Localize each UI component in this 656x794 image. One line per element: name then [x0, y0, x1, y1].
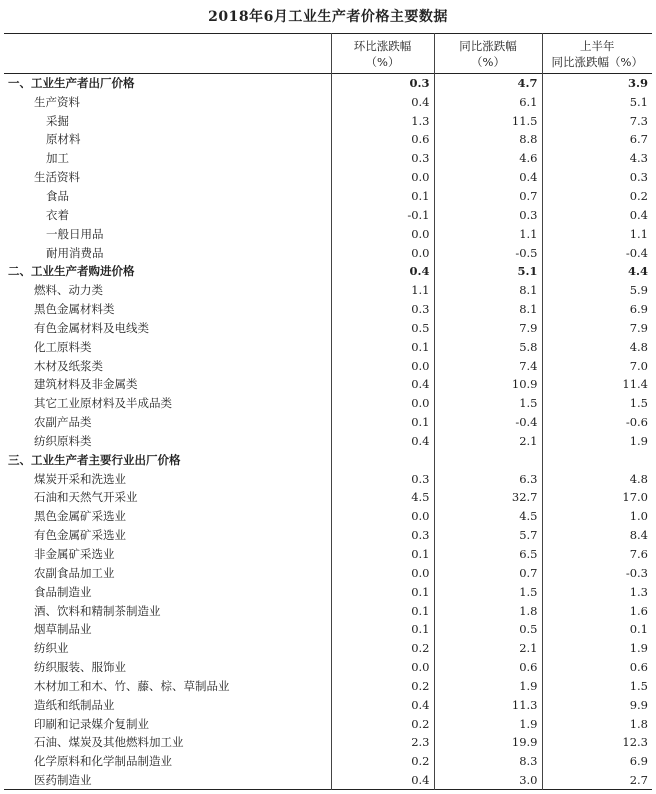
table-row: [4, 450, 652, 469]
header-h1-line1: 上半年: [580, 38, 615, 53]
table-row: [4, 733, 652, 752]
row-h1-value: 8.4: [542, 526, 652, 545]
table-row: [4, 752, 652, 771]
table-row: [4, 300, 652, 319]
row-h1-value: 0.2: [542, 187, 652, 206]
row-mom-value: 0.0: [331, 658, 434, 677]
table-row: [4, 771, 652, 790]
row-h1-value: 1.9: [542, 432, 652, 451]
table-row: [4, 714, 652, 733]
row-label: 生产资料: [34, 94, 80, 109]
row-mom-value: 0.0: [331, 224, 434, 243]
row-mom-value: 2.3: [331, 733, 434, 752]
header-yoy: [434, 34, 542, 74]
row-mom-value: 0.4: [331, 771, 434, 790]
row-h1-value: 4.3: [542, 149, 652, 168]
row-yoy-value: 5.7: [434, 526, 542, 545]
row-yoy-value: 32.7: [434, 488, 542, 507]
page-title: 2018年6月工业生产者价格主要数据: [208, 9, 448, 25]
row-label: 采掘: [46, 113, 69, 128]
table-row: [4, 394, 652, 413]
row-mom-value: 0.0: [331, 394, 434, 413]
table-row: [4, 488, 652, 507]
row-label: 加工: [46, 151, 69, 166]
row-yoy-value: 2.1: [434, 432, 542, 451]
table-row: [4, 168, 652, 187]
row-label: 燃料、动力类: [34, 283, 103, 298]
row-label: 耐用消费品: [46, 245, 104, 260]
row-yoy-value: 3.0: [434, 771, 542, 790]
row-mom-value: 0.0: [331, 563, 434, 582]
row-h1-value: 1.3: [542, 582, 652, 601]
table-row: [4, 639, 652, 658]
row-yoy-value: 0.5: [434, 620, 542, 639]
table-row: [4, 92, 652, 111]
row-mom-value: -0.1: [331, 205, 434, 224]
table-row: [4, 601, 652, 620]
row-mom-value: 1.1: [331, 281, 434, 300]
row-h1-value: -0.6: [542, 413, 652, 432]
row-mom-value: 0.4: [331, 375, 434, 394]
row-mom-value: 0.1: [331, 582, 434, 601]
table-row: [4, 507, 652, 526]
row-yoy-value: 0.7: [434, 187, 542, 206]
row-label: 印刷和记录媒介复制业: [34, 716, 149, 731]
row-label: 一、工业生产者出厂价格: [8, 76, 135, 91]
row-h1-value: 1.1: [542, 224, 652, 243]
row-yoy-value: 11.5: [434, 111, 542, 130]
row-mom-value: 0.5: [331, 318, 434, 337]
row-mom-value: 0.0: [331, 507, 434, 526]
table-row: [4, 187, 652, 206]
row-h1-value: 17.0: [542, 488, 652, 507]
row-yoy-value: 8.8: [434, 130, 542, 149]
row-yoy-value: 7.9: [434, 318, 542, 337]
row-label: 黑色金属材料类: [34, 302, 115, 317]
row-yoy-value: 0.4: [434, 168, 542, 187]
row-h1-value: 4.8: [542, 337, 652, 356]
table-row: [4, 526, 652, 545]
row-mom-value: 0.3: [331, 74, 434, 93]
row-h1-value: 6.9: [542, 752, 652, 771]
row-mom-value: 0.1: [331, 545, 434, 564]
row-mom-value: 0.3: [331, 149, 434, 168]
table-row: [4, 149, 652, 168]
row-label: 石油和天然气开采业: [34, 490, 138, 505]
row-yoy-value: 0.7: [434, 563, 542, 582]
row-mom-value: 1.3: [331, 111, 434, 130]
row-mom-value: 0.6: [331, 130, 434, 149]
row-label: 烟草制品业: [34, 622, 92, 637]
row-mom-value: 0.2: [331, 752, 434, 771]
row-label: 木材加工和木、竹、藤、棕、草制品业: [34, 678, 230, 693]
header-h1-line2: 同比涨跌幅（%）: [551, 54, 643, 69]
header-yoy-line2: （%）: [471, 54, 505, 69]
row-yoy-value: 4.6: [434, 149, 542, 168]
row-mom-value: 0.3: [331, 300, 434, 319]
table-row: [4, 111, 652, 130]
table-row: [4, 582, 652, 601]
row-mom-value: 0.2: [331, 639, 434, 658]
header-mom-line1: 环比涨跌幅: [353, 38, 412, 53]
row-h1-value: 6.7: [542, 130, 652, 149]
row-mom-value: 0.0: [331, 168, 434, 187]
row-mom-value: 4.5: [331, 488, 434, 507]
row-mom-value: 0.4: [331, 432, 434, 451]
table-row: [4, 262, 652, 281]
row-mom-value: 0.1: [331, 187, 434, 206]
row-label: 医药制造业: [34, 772, 92, 787]
row-h1-value: 0.1: [542, 620, 652, 639]
row-yoy-value: 7.4: [434, 356, 542, 375]
row-mom-value: 0.4: [331, 695, 434, 714]
row-mom-value: 0.1: [331, 620, 434, 639]
table-row: [4, 677, 652, 696]
header-mom-line2: （%）: [365, 54, 400, 69]
row-h1-value: 12.3: [542, 733, 652, 752]
row-mom-value: 0.3: [331, 526, 434, 545]
row-yoy-value: 6.1: [434, 92, 542, 111]
header-h1: [542, 34, 652, 74]
table-header: [4, 34, 652, 74]
row-h1-value: -0.4: [542, 243, 652, 262]
row-h1-value: 1.5: [542, 677, 652, 696]
row-yoy-value: 1.9: [434, 677, 542, 696]
row-label: 三、工业生产者主要行业出厂价格: [8, 452, 181, 467]
row-label: 原材料: [46, 132, 81, 147]
row-h1-value: 1.6: [542, 601, 652, 620]
row-mom-value: 0.0: [331, 356, 434, 375]
row-label: 造纸和纸制品业: [34, 697, 115, 712]
row-h1-value: 4.4: [542, 262, 652, 281]
row-h1-value: 4.8: [542, 469, 652, 488]
table-row: [4, 130, 652, 149]
row-label: 石油、煤炭及其他燃料加工业: [34, 735, 184, 750]
row-label: 农副产品类: [34, 415, 92, 430]
row-yoy-value: 10.9: [434, 375, 542, 394]
row-label: 有色金属矿采选业: [34, 528, 126, 543]
row-label: 纺织服装、服饰业: [34, 660, 126, 675]
table-row: [4, 356, 652, 375]
row-yoy-value: 1.5: [434, 582, 542, 601]
row-label: 生活资料: [34, 170, 80, 185]
row-yoy-value: [434, 450, 542, 469]
row-mom-value: 0.2: [331, 677, 434, 696]
row-mom-value: 0.4: [331, 92, 434, 111]
row-label: 化学原料和化学制品制造业: [34, 754, 172, 769]
row-h1-value: 0.3: [542, 168, 652, 187]
row-label: 化工原料类: [34, 339, 92, 354]
row-yoy-value: 1.8: [434, 601, 542, 620]
row-yoy-value: 5.1: [434, 262, 542, 281]
row-label: 纺织原料类: [34, 433, 92, 448]
row-mom-value: 0.1: [331, 413, 434, 432]
row-yoy-value: 0.6: [434, 658, 542, 677]
table-row: [4, 695, 652, 714]
table-row: [4, 432, 652, 451]
row-h1-value: 1.0: [542, 507, 652, 526]
table-row: [4, 413, 652, 432]
header-blank: [4, 34, 331, 74]
price-data-table: [4, 33, 652, 790]
table-row: [4, 318, 652, 337]
table-row: [4, 281, 652, 300]
row-yoy-value: 8.3: [434, 752, 542, 771]
row-h1-value: 1.9: [542, 639, 652, 658]
row-label: 建筑材料及非金属类: [34, 377, 138, 392]
row-label: 衣着: [46, 207, 69, 222]
row-yoy-value: 5.8: [434, 337, 542, 356]
header-yoy-line1: 同比涨跌幅: [459, 38, 517, 53]
table-row: [4, 337, 652, 356]
row-mom-value: 0.1: [331, 601, 434, 620]
row-yoy-value: -0.5: [434, 243, 542, 262]
row-yoy-value: 6.5: [434, 545, 542, 564]
table-row: [4, 375, 652, 394]
row-label: 二、工业生产者购进价格: [8, 264, 135, 279]
row-yoy-value: 11.3: [434, 695, 542, 714]
row-h1-value: 11.4: [542, 375, 652, 394]
table-body: [4, 74, 652, 790]
row-h1-value: 1.8: [542, 714, 652, 733]
row-h1-value: 1.5: [542, 394, 652, 413]
row-h1-value: 3.9: [542, 74, 652, 93]
row-h1-value: -0.3: [542, 563, 652, 582]
row-mom-value: [331, 450, 434, 469]
row-h1-value: [542, 450, 652, 469]
row-yoy-value: 8.1: [434, 281, 542, 300]
row-h1-value: 0.6: [542, 658, 652, 677]
row-label: 其它工业原材料及半成品类: [34, 396, 172, 411]
row-h1-value: 7.3: [542, 111, 652, 130]
row-label: 纺织业: [34, 641, 69, 656]
row-h1-value: 0.4: [542, 205, 652, 224]
row-label: 煤炭开采和洗选业: [34, 471, 126, 486]
row-yoy-value: 1.5: [434, 394, 542, 413]
row-yoy-value: 1.9: [434, 714, 542, 733]
row-h1-value: 7.9: [542, 318, 652, 337]
row-label: 食品: [46, 188, 69, 203]
row-yoy-value: 1.1: [434, 224, 542, 243]
row-yoy-value: 0.3: [434, 205, 542, 224]
row-mom-value: 0.0: [331, 243, 434, 262]
row-h1-value: 5.1: [542, 92, 652, 111]
row-h1-value: 6.9: [542, 300, 652, 319]
row-label: 非金属矿采选业: [34, 547, 115, 562]
table-row: [4, 658, 652, 677]
table-row: [4, 243, 652, 262]
row-yoy-value: 8.1: [434, 300, 542, 319]
row-mom-value: 0.4: [331, 262, 434, 281]
row-label: 黑色金属矿采选业: [34, 509, 126, 524]
row-yoy-value: 19.9: [434, 733, 542, 752]
row-h1-value: 2.7: [542, 771, 652, 790]
header-mom: [331, 34, 434, 74]
row-mom-value: 0.1: [331, 337, 434, 356]
row-yoy-value: 4.7: [434, 74, 542, 93]
table-row: [4, 545, 652, 564]
row-h1-value: 9.9: [542, 695, 652, 714]
table-row: [4, 74, 652, 93]
table-row: [4, 563, 652, 582]
row-yoy-value: -0.4: [434, 413, 542, 432]
row-yoy-value: 4.5: [434, 507, 542, 526]
row-label: 一般日用品: [46, 226, 104, 241]
table-row: [4, 620, 652, 639]
row-h1-value: 7.6: [542, 545, 652, 564]
row-mom-value: 0.2: [331, 714, 434, 733]
table-row: [4, 205, 652, 224]
row-yoy-value: 6.3: [434, 469, 542, 488]
row-label: 食品制造业: [34, 584, 92, 599]
row-label: 有色金属材料及电线类: [34, 320, 149, 335]
row-label: 农副食品加工业: [34, 565, 115, 580]
row-h1-value: 7.0: [542, 356, 652, 375]
row-yoy-value: 2.1: [434, 639, 542, 658]
row-mom-value: 0.3: [331, 469, 434, 488]
row-h1-value: 5.9: [542, 281, 652, 300]
row-label: 木材及纸浆类: [34, 358, 103, 373]
table-row: [4, 224, 652, 243]
row-label: 酒、饮料和精制茶制造业: [34, 603, 161, 618]
table-row: [4, 469, 652, 488]
